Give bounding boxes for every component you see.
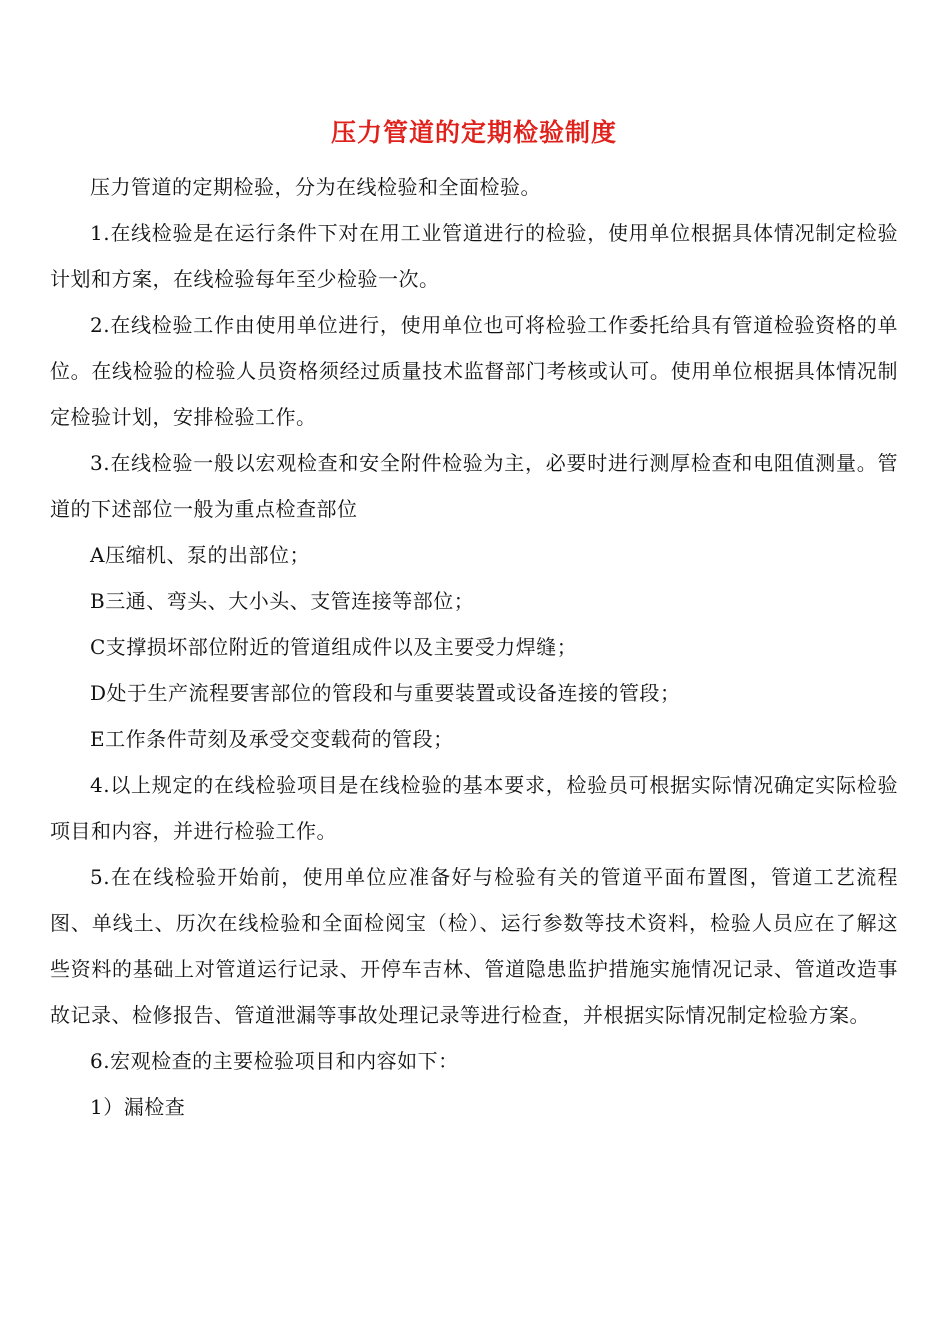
paragraph-item-5: 5.在在线检验开始前，使用单位应准备好与检验有关的管道平面布置图，管道工艺流程图、单线土、历次在线检验和全面检阅宝（检）、运行参数等技术资料，检验人员应在了解这些资料的基础上对管道运行记录、开停车吉林、管道隐患监护措施实施情况记录、管道改造事故记录、检修报告、管道泄漏等事故处理记录等进行检查，并根据实际情况制定检验方案。 bbox=[50, 865, 898, 1027]
list-item-b: B三通、弯头、大小头、支管连接等部位； bbox=[90, 589, 475, 613]
paragraph-item-2: 2.在线检验工作由使用单位进行，使用单位也可将检验工作委托给具有管道检验资格的单位。在线检验的检验人员资格须经过质量技术监督部门考核或认可。使用单位根据具体情况制定检验计划，安排检验工作。 bbox=[50, 313, 898, 429]
list-item-a: A压缩机、泵的出部位； bbox=[90, 543, 310, 567]
paragraph-item-1: 1.在线检验是在运行条件下对在用工业管道进行的检验，使用单位根据具体情况制定检验计划和方案，在线检验每年至少检验一次。 bbox=[50, 221, 898, 291]
list-item-d: D处于生产流程要害部位的管段和与重要装置或设备连接的管段； bbox=[90, 681, 681, 705]
paragraph-item-3: 3.在线检验一般以宏观检查和安全附件检验为主，必要时进行测厚检查和电阻值测量。管道的下述部位一般为重点检查部位 bbox=[50, 451, 898, 521]
paragraph-item-4: 4.以上规定的在线检验项目是在线检验的基本要求，检验员可根据实际情况确定实际检验项目和内容，并进行检验工作。 bbox=[50, 773, 898, 843]
paragraph-item-6: 6.宏观检查的主要检验项目和内容如下： bbox=[90, 1049, 459, 1073]
list-item-c: C支撑损坏部位附近的管道组成件以及主要受力焊缝； bbox=[90, 635, 578, 659]
document-page bbox=[50, 116, 898, 1130]
list-item-e: E工作条件苛刻及承受交变载荷的管段； bbox=[90, 727, 454, 751]
paragraph-intro: 压力管道的定期检验，分为在线检验和全面检验。 bbox=[90, 175, 541, 199]
sub-item-1: 1）漏检查 bbox=[90, 1095, 186, 1119]
document-title: 压力管道的定期检验制度 bbox=[330, 118, 617, 147]
